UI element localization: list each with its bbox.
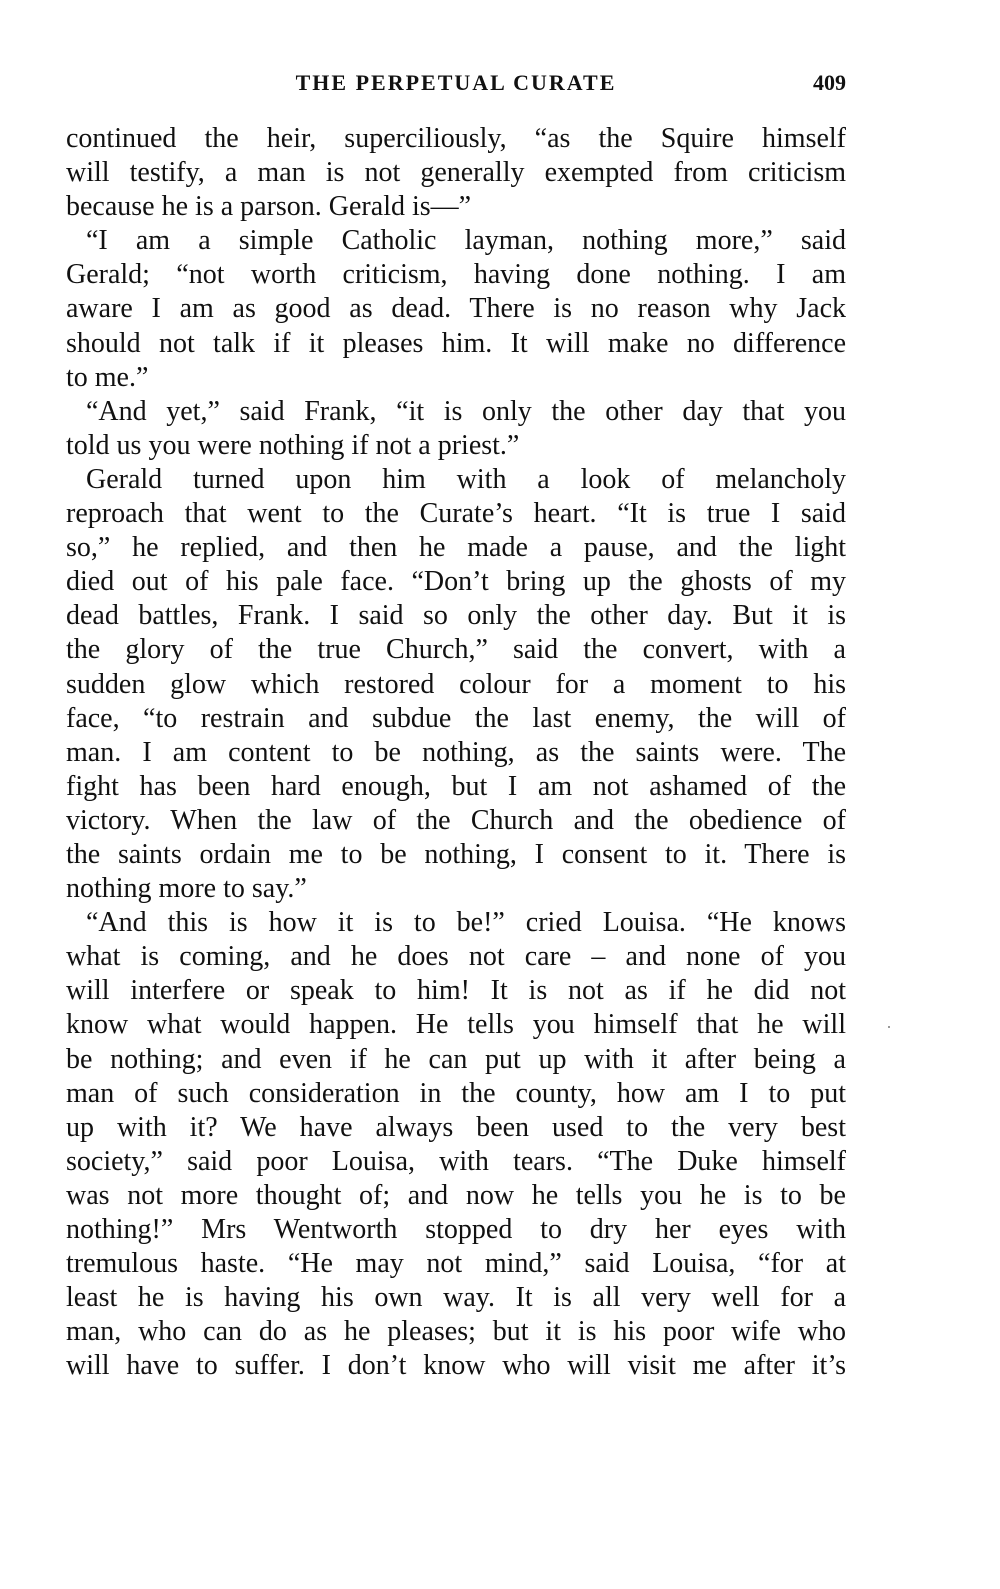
text-line: man. I am content to be nothing, as the saints were. The — [66, 736, 846, 768]
text-line: will have to suffer. I don’t know who will visit me after it’s — [66, 1350, 846, 1382]
text-line: least he is having his own way. It is all very well for a — [66, 1282, 846, 1314]
text-line: society,” said poor Louisa, with tears. “The Duke himself — [66, 1145, 846, 1177]
text-line: continued the heir, superciliously, “as the Squire himself — [66, 123, 846, 154]
text-line: Gerald turned upon him with a look of melancholy — [86, 463, 846, 495]
text-line: so,” he replied, and then he made a pause, and the light — [66, 532, 846, 564]
text-line: “And this is how it is to be!” cried Louisa. “He knows — [86, 907, 846, 939]
text-line: what is coming, and he does not care – and none of you — [66, 941, 846, 973]
text-line: because he is a parson. Gerald is—” — [66, 191, 472, 223]
text-line: dead battles, Frank. I said so only the other day. But it is — [66, 600, 846, 632]
text-line: victory. When the law of the Church and the obedience of — [66, 804, 846, 836]
text-line: aware I am as good as dead. There is no reason why Jack — [66, 293, 846, 325]
text-line: be nothing; and even if he can put up with it after being a — [66, 1043, 846, 1075]
running-title: THE PERPETUAL CURATE — [295, 70, 617, 95]
text-line: to me.” — [66, 361, 149, 393]
paragraph — [66, 122, 846, 224]
paragraph — [66, 395, 846, 463]
text-line: “I am a simple Catholic layman, nothing more,” said — [86, 225, 846, 257]
text-line: the saints ordain me to be nothing, I consent to it. There is — [66, 838, 846, 870]
running-head — [66, 66, 846, 100]
text-line: sudden glow which restored colour for a moment to his — [66, 668, 846, 700]
text-line: man of such consideration in the county, how am I to put — [66, 1077, 846, 1109]
body-text — [66, 122, 846, 1383]
text-line: up with it? We have always been used to the very best — [66, 1111, 846, 1143]
paragraph — [66, 224, 846, 394]
text-line: nothing!” Mrs Wentworth stopped to dry her eyes with — [66, 1214, 846, 1245]
text-line: should not talk if it pleases him. It will make no difference — [66, 327, 846, 359]
text-line: face, “to restrain and subdue the last enemy, the will of — [66, 702, 846, 734]
text-line: man, who can do as he pleases; but it is his poor wife who — [66, 1316, 846, 1348]
text-line: “And yet,” said Frank, “it is only the other day that you — [86, 395, 846, 427]
text-line: will testify, a man is not generally exempted from criticism — [66, 157, 846, 189]
text-line: the glory of the true Church,” said the convert, with a — [66, 634, 846, 666]
text-line: told us you were nothing if not a priest.” — [66, 429, 520, 461]
text-line: fight has been hard enough, but I am not ashamed of the — [66, 770, 846, 802]
page-number: 409 — [813, 70, 846, 95]
text-line: died out of his pale face. “Don’t bring up the ghosts of my — [66, 566, 846, 598]
text-line: nothing more to say.” — [66, 873, 307, 905]
text-line: Gerald; “not worth criticism, having done nothing. I am — [66, 259, 846, 291]
text-line: reproach that went to the Curate’s heart. “It is true I said — [66, 498, 846, 530]
scan-speck — [888, 1026, 890, 1028]
text-line: know what would happen. He tells you himself that he will — [66, 1009, 846, 1041]
text-line: was not more thought of; and now he tells you he is to be — [66, 1179, 846, 1211]
text-line: will interfere or speak to him! It is not as if he did not — [66, 975, 846, 1007]
text-line: tremulous haste. “He may not mind,” said Louisa, “for at — [66, 1248, 846, 1280]
paragraph — [66, 906, 846, 1383]
paragraph — [66, 463, 846, 906]
